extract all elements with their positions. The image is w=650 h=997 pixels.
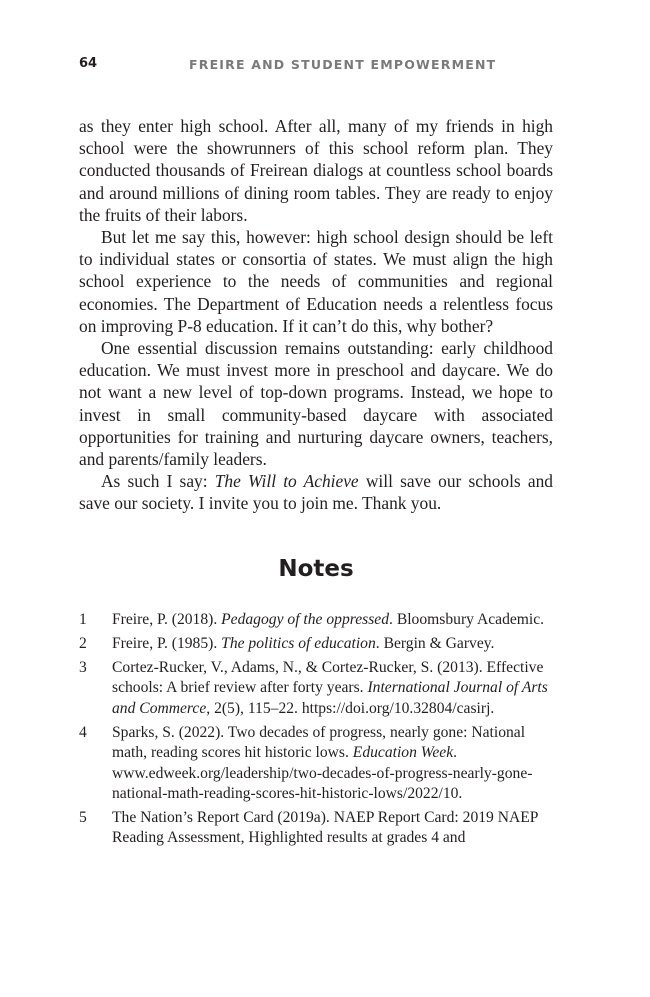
note-text — [112, 635, 494, 652]
note-item — [79, 808, 559, 849]
note-item — [79, 723, 559, 805]
note-text — [112, 611, 544, 628]
note-item — [79, 610, 559, 630]
note-text — [112, 809, 538, 846]
note-text-end: . Bloomsbury Academic. — [389, 611, 545, 628]
note-text-end: , 2(5), 115–22. https://doi.org/10.32804/casirj. — [206, 699, 495, 717]
note-number: 2 — [79, 635, 87, 652]
note-text-end: . Bergin & Garvey. — [375, 635, 495, 652]
paragraph-4 — [79, 470, 553, 514]
note-item — [79, 634, 559, 654]
body-text — [79, 115, 553, 515]
page-header — [79, 56, 553, 76]
note-text-end: . www.edweek.org/leadership/two-decades-of-progress-nearly-gone-national-math-reading-scores-hit-historic-lows/2022/10. — [112, 744, 533, 803]
note-text-start: Cortez-Rucker, V., Adams, N., & Cortez-Rucker, S. (2013). Effective schools: A brief review after forty years. — [112, 659, 544, 697]
paragraph-4-end: will save our schools and save our society. I invite you to join me. Thank you. — [79, 471, 553, 514]
note-number: 1 — [79, 611, 87, 628]
notes-list — [79, 610, 559, 852]
note-number: 4 — [79, 723, 87, 741]
running-head: FREIRE AND STUDENT EMPOWERMENT — [189, 57, 497, 72]
note-text-start: Freire, P. (2018). — [112, 611, 222, 628]
note-text-start: The Nation’s Report Card (2019a). NAEP Report Card: 2019 NAEP Reading Assessment, Highlighted results at grades 4 and — [112, 809, 538, 847]
notes-heading: Notes — [278, 556, 354, 582]
paragraph-2: But let me say this, however: high school design should be left to individual states or consortia of states. We must align the high school experience to the needs of communities and regional economies. The Department of Education needs a relentless focus on improving P-8 education. If it can’t do this, why bother? — [79, 227, 553, 336]
note-italic-title: Education Week — [352, 744, 454, 762]
paragraph-4-start: As such I say: — [101, 471, 215, 492]
paragraph-3: One essential discussion remains outstanding: early childhood education. We must invest more in preschool and daycare. We do not want a new level of top-down programs. Instead, we hope to invest in small community-based daycare with associated opportunities for training and nurturing daycare owners, teachers, and parents/family leaders. — [79, 338, 553, 470]
paragraph-1: as they enter high school. After all, many of my friends in high school were the showrunners of this school reform plan. They conducted thousands of Freirean dialogs at countless school boards and around millions of dining room tables. They are ready to enjoy the fruits of their labors. — [79, 116, 553, 225]
book-title: The Will to Achieve — [214, 471, 359, 492]
note-text — [112, 724, 532, 802]
note-text-start: Freire, P. (1985). — [112, 635, 222, 652]
note-italic-title: International Journal of Arts and Commerce — [112, 679, 548, 717]
note-text — [112, 659, 548, 717]
note-number: 3 — [79, 659, 87, 676]
note-text-start: Sparks, S. (2022). Two decades of progress, nearly gone: National math, reading scores hit historic lows. — [112, 723, 526, 762]
note-item — [79, 658, 559, 719]
note-italic-title: Pedagogy of the oppressed — [221, 611, 390, 628]
page-number: 64 — [79, 56, 98, 71]
note-italic-title: The politics of education — [221, 635, 376, 652]
note-number: 5 — [79, 809, 87, 827]
